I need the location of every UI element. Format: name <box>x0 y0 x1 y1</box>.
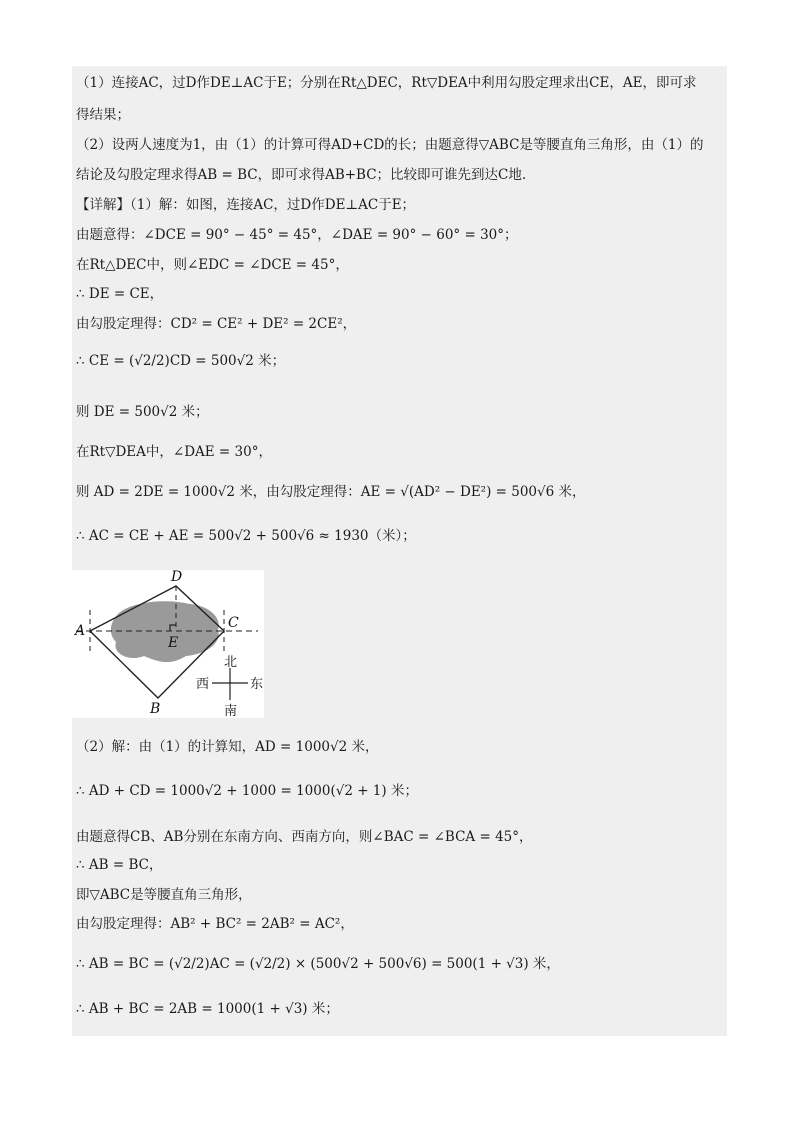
compass-north: 北 <box>224 655 238 670</box>
point-label-b: B <box>150 701 161 717</box>
compass-west: 西 <box>196 677 210 692</box>
text-line: ∴ AC = CE + AE = 500√2 + 500√6 ≈ 1930（米）； <box>76 528 416 544</box>
text-line: 则 DE = 500√2 米； <box>76 404 209 420</box>
geometry-figure <box>72 570 264 718</box>
text-line: ∴ AB + BC = 2AB = 1000(1 + √3) 米； <box>76 1001 339 1017</box>
text-line: 【详解】（1）解：如图，连接AC，过D作DE⊥AC于E； <box>76 197 416 213</box>
text-line: 结论及勾股定理求得AB = BC，即可求得AB+BC；比较即可谁先到达C地. <box>76 167 527 183</box>
text-line: （2）解：由（1）的计算知，AD = 1000√2 米， <box>76 739 379 755</box>
text-line: 由题意得：∠DCE = 90° − 45° = 45°，∠DAE = 90° − 60° = 30°； <box>76 227 518 243</box>
text-line: 由题意得CB、AB分别在东南方向、西南方向，则∠BAC = ∠BCA = 45°， <box>76 829 533 845</box>
text-line: 即▽ABC是等腰直角三角形， <box>76 887 252 903</box>
text-line: 在Rt△DEC中，则∠EDC = ∠DCE = 45°， <box>76 257 349 273</box>
compass-south: 南 <box>224 704 238 718</box>
compass-east: 东 <box>250 677 264 692</box>
text-line: ∴ CE = (√2/2)CD = 500√2 米； <box>76 353 286 369</box>
text-line: 在Rt▽DEA中，∠DAE = 30°， <box>76 444 272 460</box>
text-line: 由勾股定理得：CD² = CE² + DE² = 2CE²， <box>76 316 357 332</box>
text-line: ∴ DE = CE， <box>76 286 164 302</box>
point-label-e: E <box>168 635 179 651</box>
point-label-c: C <box>228 615 239 631</box>
point-label-a: A <box>75 623 86 639</box>
text-line: ∴ AB = BC = (√2/2)AC = (√2/2) × (500√2 + 500√6) = 500(1 + √3) 米， <box>76 956 560 972</box>
text-line: 得结果； <box>76 107 130 123</box>
text-line: ∴ AD + CD = 1000√2 + 1000 = 1000(√2 + 1) 米； <box>76 783 418 799</box>
text-line: （2）设两人速度为1，由（1）的计算可得AD+CD的长；由题意得▽ABC是等腰直角三角形，由（1）的 <box>76 137 704 153</box>
text-line: （1）连接AC，过D作DE⊥AC于E；分别在Rt△DEC，Rt▽DEA中利用勾股定理求出CE，AE，即可求 <box>76 75 697 91</box>
text-line: 则 AD = 2DE = 1000√2 米，由勾股定理得：AE = √(AD² − DE²) = 500√6 米， <box>76 484 586 500</box>
point-label-d: D <box>171 570 183 585</box>
text-line: 由勾股定理得：AB² + BC² = 2AB² = AC²， <box>76 916 354 932</box>
text-line: ∴ AB = BC， <box>76 857 163 873</box>
figure-svg <box>72 570 264 718</box>
